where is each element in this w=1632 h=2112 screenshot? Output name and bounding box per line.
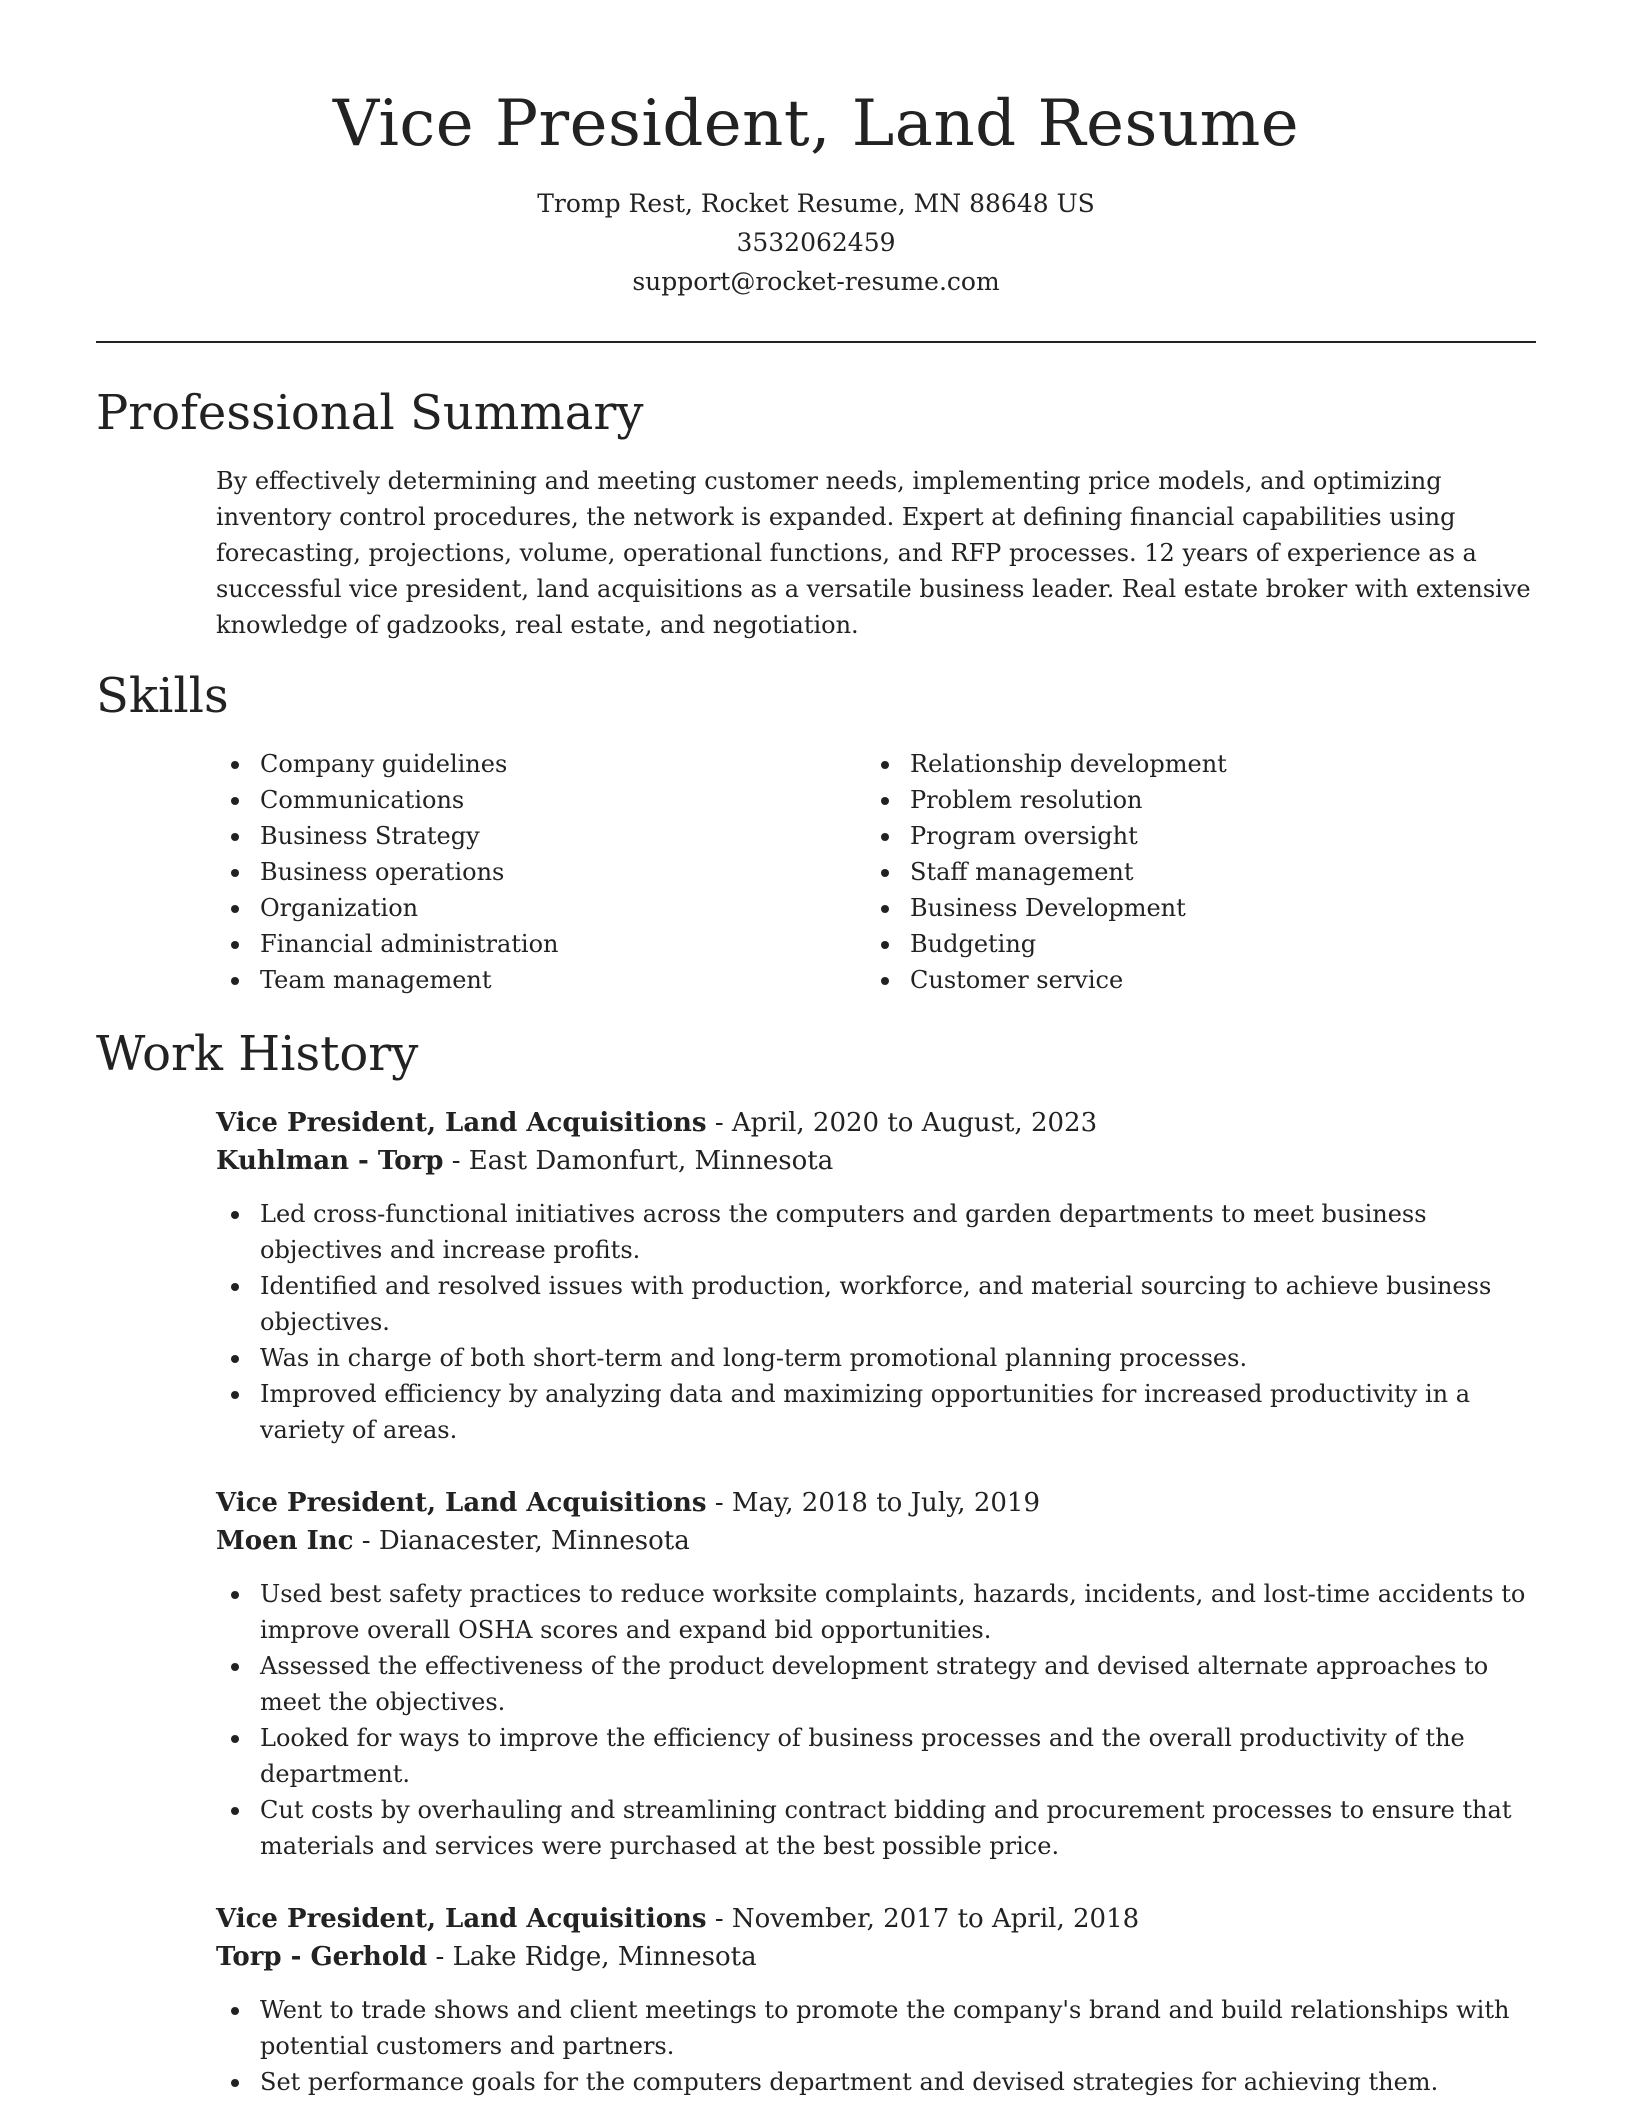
job-bullet: Went to trade shows and client meetings to promote the company's brand and build relationships with potential customers and partners. — [216, 1992, 1536, 2064]
skill-item: Communications — [216, 782, 866, 818]
header-divider — [96, 341, 1536, 343]
job-bullets — [216, 1576, 1536, 1864]
job-bullet: Improved efficiency by analyzing data and maximizing opportunities for increased productivity in a variety of areas. — [216, 1376, 1536, 1448]
job-company-line — [216, 1938, 1536, 1976]
skill-item: Staff management — [866, 854, 1516, 890]
skills-list — [216, 746, 1536, 998]
job-dates: April, 2020 to August, 2023 — [731, 1108, 1098, 1138]
contact-email: support@rocket-resume.com — [632, 267, 1000, 296]
job-bullet: Cut costs by overhauling and streamlining contract bidding and procurement processes to ensure that materials and services were purchased at the best possible price. — [216, 1792, 1536, 1864]
job-location: East Damonfurt, Minnesota — [468, 1146, 834, 1176]
job-dates: May, 2018 to July, 2019 — [731, 1488, 1041, 1518]
job-company: Torp - Gerhold — [216, 1942, 428, 1972]
resume-title: Vice President, Land Resume — [332, 87, 1300, 161]
job-bullet: Was in charge of both short-term and long-term promotional planning processes. — [216, 1340, 1536, 1376]
job-entry — [216, 1484, 1536, 1864]
skill-item: Budgeting — [866, 926, 1516, 962]
job-entry — [216, 1900, 1536, 2100]
skills-column-left — [216, 746, 866, 998]
skill-item: Company guidelines — [216, 746, 866, 782]
job-title-line — [216, 1900, 1536, 1938]
job-title: Vice President, Land Acquisitions — [216, 1904, 707, 1934]
job-separator: - — [714, 1904, 732, 1934]
job-bullet: Set performance goals for the computers department and devised strategies for achieving them. — [216, 2064, 1536, 2100]
job-entry — [216, 1104, 1536, 1448]
job-company: Kuhlman - Torp — [216, 1146, 444, 1176]
job-company-line — [216, 1522, 1536, 1560]
skill-item: Problem resolution — [866, 782, 1516, 818]
job-separator: - — [714, 1488, 732, 1518]
skills-column-right — [866, 746, 1516, 998]
job-separator: - — [714, 1108, 732, 1138]
job-bullet: Looked for ways to improve the efficiency of business processes and the overall productivity of the department. — [216, 1720, 1536, 1792]
resume-header — [96, 82, 1536, 301]
skill-item: Business operations — [216, 854, 866, 890]
work-history-heading: Work History — [96, 1026, 419, 1082]
skill-item: Business Strategy — [216, 818, 866, 854]
contact-address: Tromp Rest, Rocket Resume, MN 88648 US — [537, 189, 1095, 218]
job-location: Lake Ridge, Minnesota — [452, 1942, 757, 1972]
skill-item: Customer service — [866, 962, 1516, 998]
job-bullet: Assessed the effectiveness of the product development strategy and devised alternate approaches to meet the objectives. — [216, 1648, 1536, 1720]
job-separator: - — [451, 1146, 469, 1176]
job-title: Vice President, Land Acquisitions — [216, 1488, 707, 1518]
skills-heading: Skills — [96, 668, 229, 724]
job-separator: - — [361, 1526, 379, 1556]
skill-item: Relationship development — [866, 746, 1516, 782]
skill-item: Team management — [216, 962, 866, 998]
skill-item: Financial administration — [216, 926, 866, 962]
contact-info — [96, 184, 1536, 301]
skill-item: Program oversight — [866, 818, 1516, 854]
job-bullet: Used best safety practices to reduce worksite complaints, hazards, incidents, and lost-time accidents to improve overall OSHA scores and expand bid opportunities. — [216, 1576, 1536, 1648]
job-dates: November, 2017 to April, 2018 — [731, 1904, 1140, 1934]
job-company-line — [216, 1142, 1536, 1180]
summary-text: By effectively determining and meeting customer needs, implementing price models, and optimizing inventory control procedures, the network is expanded. Expert at defining financial capabilities using forecasting, projections, volume, operational functions, and RFP processes. 12 years of experience as a successful vice president, land acquisitions as a versatile business leader. Real estate broker with extensive knowledge of gadzooks, real estate, and negotiation. — [216, 467, 1531, 639]
job-company: Moen Inc — [216, 1526, 354, 1556]
job-bullet: Identified and resolved issues with production, workforce, and material sourcing to achieve business objectives. — [216, 1268, 1536, 1340]
job-title: Vice President, Land Acquisitions — [216, 1108, 707, 1138]
skill-item: Organization — [216, 890, 866, 926]
job-separator: - — [435, 1942, 453, 1972]
contact-phone: 3532062459 — [736, 228, 896, 257]
job-title-line — [216, 1104, 1536, 1142]
job-location: Dianacester, Minnesota — [378, 1526, 690, 1556]
job-bullet: Led cross-functional initiatives across the computers and garden departments to meet business objectives and increase profits. — [216, 1196, 1536, 1268]
summary-heading: Professional Summary — [96, 385, 644, 441]
job-title-line — [216, 1484, 1536, 1522]
skill-item: Business Development — [866, 890, 1516, 926]
job-bullets — [216, 1992, 1536, 2100]
job-bullets — [216, 1196, 1536, 1448]
